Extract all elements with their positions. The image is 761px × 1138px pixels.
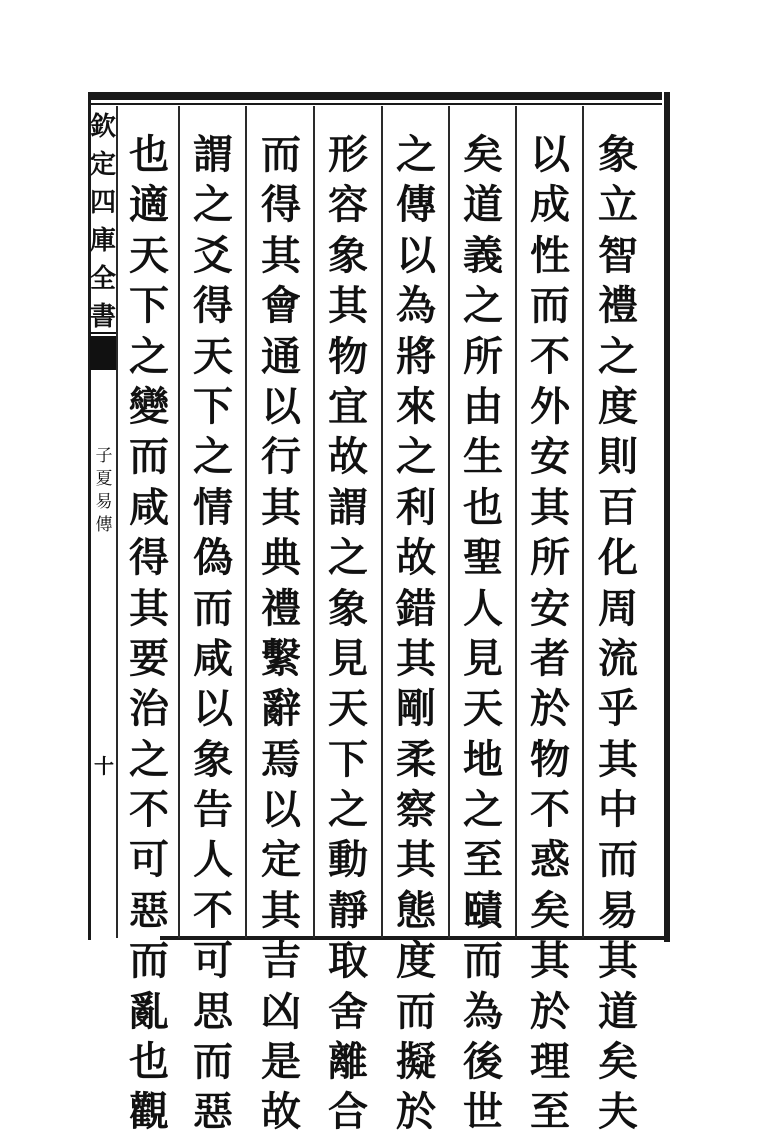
text-char: 惡 [129,886,169,934]
text-char: 舍 [328,987,368,1035]
margin-title-char: 欽 [90,112,117,142]
text-column [452,130,514,1138]
text-char: 也 [129,1038,169,1086]
text-char: 通 [261,332,301,380]
text-char: 道 [463,181,503,229]
text-char: 容 [328,181,368,229]
text-char: 其 [530,483,570,531]
text-char: 由 [463,382,503,430]
frame-top-border [90,92,662,100]
frame-top-inner-border [90,103,662,105]
text-char: 可 [129,836,169,884]
frame-right-border [664,92,670,942]
text-char: 辭 [261,685,301,733]
text-char: 其 [261,231,301,279]
text-char: 而 [129,433,169,481]
text-char: 典 [261,534,301,582]
text-char: 而 [463,937,503,985]
text-char: 而 [193,584,233,632]
text-char: 焉 [261,735,301,783]
column-rule [448,106,450,938]
text-char: 於 [396,1088,436,1136]
margin-book-char: 易 [95,492,113,512]
text-char: 其 [396,634,436,682]
text-char: 會 [261,282,301,330]
text-char: 得 [261,181,301,229]
text-char: 度 [598,382,638,430]
text-char: 於 [530,987,570,1035]
text-column [118,130,180,1138]
text-char: 情 [193,483,233,531]
text-column [385,130,447,1138]
text-char: 以 [261,786,301,834]
text-char: 其 [261,483,301,531]
text-char: 之 [396,433,436,481]
text-char: 錯 [396,584,436,632]
text-char: 以 [193,685,233,733]
text-char: 化 [598,534,638,582]
text-char: 安 [530,584,570,632]
text-char: 其 [261,886,301,934]
text-char: 來 [396,382,436,430]
text-char: 以 [396,231,436,279]
text-char: 行 [261,433,301,481]
text-char: 智 [598,231,638,279]
text-char: 吉 [261,937,301,985]
text-char: 後 [463,1038,503,1086]
text-char: 利 [396,483,436,531]
text-char: 周 [598,584,638,632]
text-char: 人 [193,836,233,884]
text-char: 見 [328,634,368,682]
text-char: 生 [463,433,503,481]
text-char: 故 [328,433,368,481]
text-char: 得 [129,534,169,582]
text-char: 之 [598,332,638,380]
text-char: 柔 [396,735,436,783]
margin-book-char: 傳 [95,515,113,535]
text-char: 矣 [463,131,503,178]
column-rule [245,106,247,938]
text-char: 者 [530,634,570,682]
text-char: 物 [530,735,570,783]
margin-book-title [94,445,114,537]
text-char: 世 [463,1088,503,1136]
text-char: 惡 [193,1088,233,1136]
text-char: 謂 [328,483,368,531]
text-char: 而 [129,937,169,985]
text-char: 不 [129,786,169,834]
text-char: 其 [598,937,638,985]
text-char: 偽 [193,534,233,582]
text-char: 傳 [396,181,436,229]
text-char: 至 [530,1088,570,1136]
text-char: 之 [396,131,436,178]
text-char: 天 [328,685,368,733]
text-char: 成 [530,181,570,229]
margin-title-char: 庫 [90,226,117,256]
text-char: 乎 [598,685,638,733]
page-number: 十 [94,754,114,778]
text-char: 而 [396,987,436,1035]
text-char: 百 [598,483,638,531]
text-char: 物 [328,332,368,380]
column-rule [515,106,517,938]
text-char: 靜 [328,886,368,934]
fishtail-rule [90,332,116,334]
text-char: 其 [598,735,638,783]
text-char: 不 [530,332,570,380]
text-char: 中 [598,786,638,834]
column-rule [381,106,383,938]
text-char: 察 [396,786,436,834]
text-char: 安 [530,433,570,481]
text-char: 剛 [396,685,436,733]
text-char: 至 [463,836,503,884]
text-char: 賾 [463,886,503,934]
text-char: 咸 [193,634,233,682]
text-char: 可 [193,937,233,985]
text-char: 天 [463,685,503,733]
text-char: 適 [129,181,169,229]
text-char: 之 [193,433,233,481]
text-char: 所 [530,534,570,582]
text-char: 之 [129,735,169,783]
text-char: 故 [396,534,436,582]
margin-title-char: 全 [90,264,117,294]
text-char: 告 [193,786,233,834]
text-char: 合 [328,1088,368,1136]
text-char: 以 [530,131,570,178]
text-char: 而 [530,282,570,330]
fishtail-mark [90,336,116,370]
text-char: 下 [193,382,233,430]
text-char: 其 [530,937,570,985]
text-char: 之 [463,282,503,330]
text-char: 道 [598,987,638,1035]
text-char: 則 [598,433,638,481]
text-char: 得 [193,282,233,330]
text-char: 下 [129,282,169,330]
text-char: 治 [129,685,169,733]
text-column [182,130,244,1138]
margin-book-char: 夏 [95,469,113,489]
text-char: 禮 [598,282,638,330]
text-column [250,130,312,1138]
text-char: 而 [261,131,301,178]
text-char: 聖 [463,534,503,582]
text-char: 而 [598,836,638,884]
text-char: 其 [328,282,368,330]
text-char: 易 [598,886,638,934]
text-char: 要 [129,634,169,682]
text-char: 矣 [598,1038,638,1086]
text-char: 天 [129,231,169,279]
text-char: 夫 [598,1088,638,1136]
text-char: 定 [261,836,301,884]
margin-collection-title [90,108,117,336]
text-char: 義 [463,231,503,279]
text-char: 之 [129,332,169,380]
text-char: 思 [193,987,233,1035]
text-char: 而 [193,1038,233,1086]
text-char: 謂 [193,131,233,178]
text-char: 爻 [193,231,233,279]
text-char: 形 [328,131,368,178]
column-rule [582,106,584,938]
text-column [317,130,379,1138]
text-char: 以 [261,382,301,430]
text-char: 矣 [530,886,570,934]
text-char: 擬 [396,1038,436,1086]
text-char: 之 [463,786,503,834]
text-char: 之 [193,181,233,229]
text-char: 地 [463,735,503,783]
text-char: 人 [463,584,503,632]
text-char: 不 [193,886,233,934]
margin-title-char: 四 [90,188,117,218]
column-rule [313,106,315,938]
text-char: 是 [261,1038,301,1086]
text-char: 亂 [129,987,169,1035]
text-char: 立 [598,181,638,229]
text-char: 其 [396,836,436,884]
text-char: 態 [396,886,436,934]
margin-book-char: 子 [95,446,113,466]
text-char: 見 [463,634,503,682]
text-char: 觀 [129,1088,169,1136]
text-char: 咸 [129,483,169,531]
text-char: 也 [463,483,503,531]
text-char: 動 [328,836,368,884]
text-char: 天 [193,332,233,380]
text-column [587,130,649,1138]
text-char: 象 [193,735,233,783]
text-char: 流 [598,634,638,682]
text-char: 惑 [530,836,570,884]
text-char: 象 [598,131,638,178]
text-char: 其 [129,584,169,632]
text-char: 變 [129,382,169,430]
text-char: 之 [328,786,368,834]
margin-title-char: 定 [90,150,117,180]
margin-title-char: 書 [90,302,117,332]
text-char: 性 [530,231,570,279]
text-char: 不 [530,786,570,834]
text-char: 為 [396,282,436,330]
text-char: 故 [261,1088,301,1136]
text-char: 宜 [328,382,368,430]
text-char: 象 [328,231,368,279]
text-column [519,130,581,1138]
text-char: 所 [463,332,503,380]
text-char: 於 [530,685,570,733]
text-char: 理 [530,1038,570,1086]
text-char: 凶 [261,987,301,1035]
text-char: 繫 [261,634,301,682]
text-char: 離 [328,1038,368,1086]
text-char: 也 [129,131,169,178]
text-char: 象 [328,584,368,632]
text-char: 之 [328,534,368,582]
text-char: 禮 [261,584,301,632]
text-char: 將 [396,332,436,380]
text-char: 下 [328,735,368,783]
text-char: 外 [530,382,570,430]
text-char: 為 [463,987,503,1035]
text-char: 取 [328,937,368,985]
text-char: 度 [396,937,436,985]
